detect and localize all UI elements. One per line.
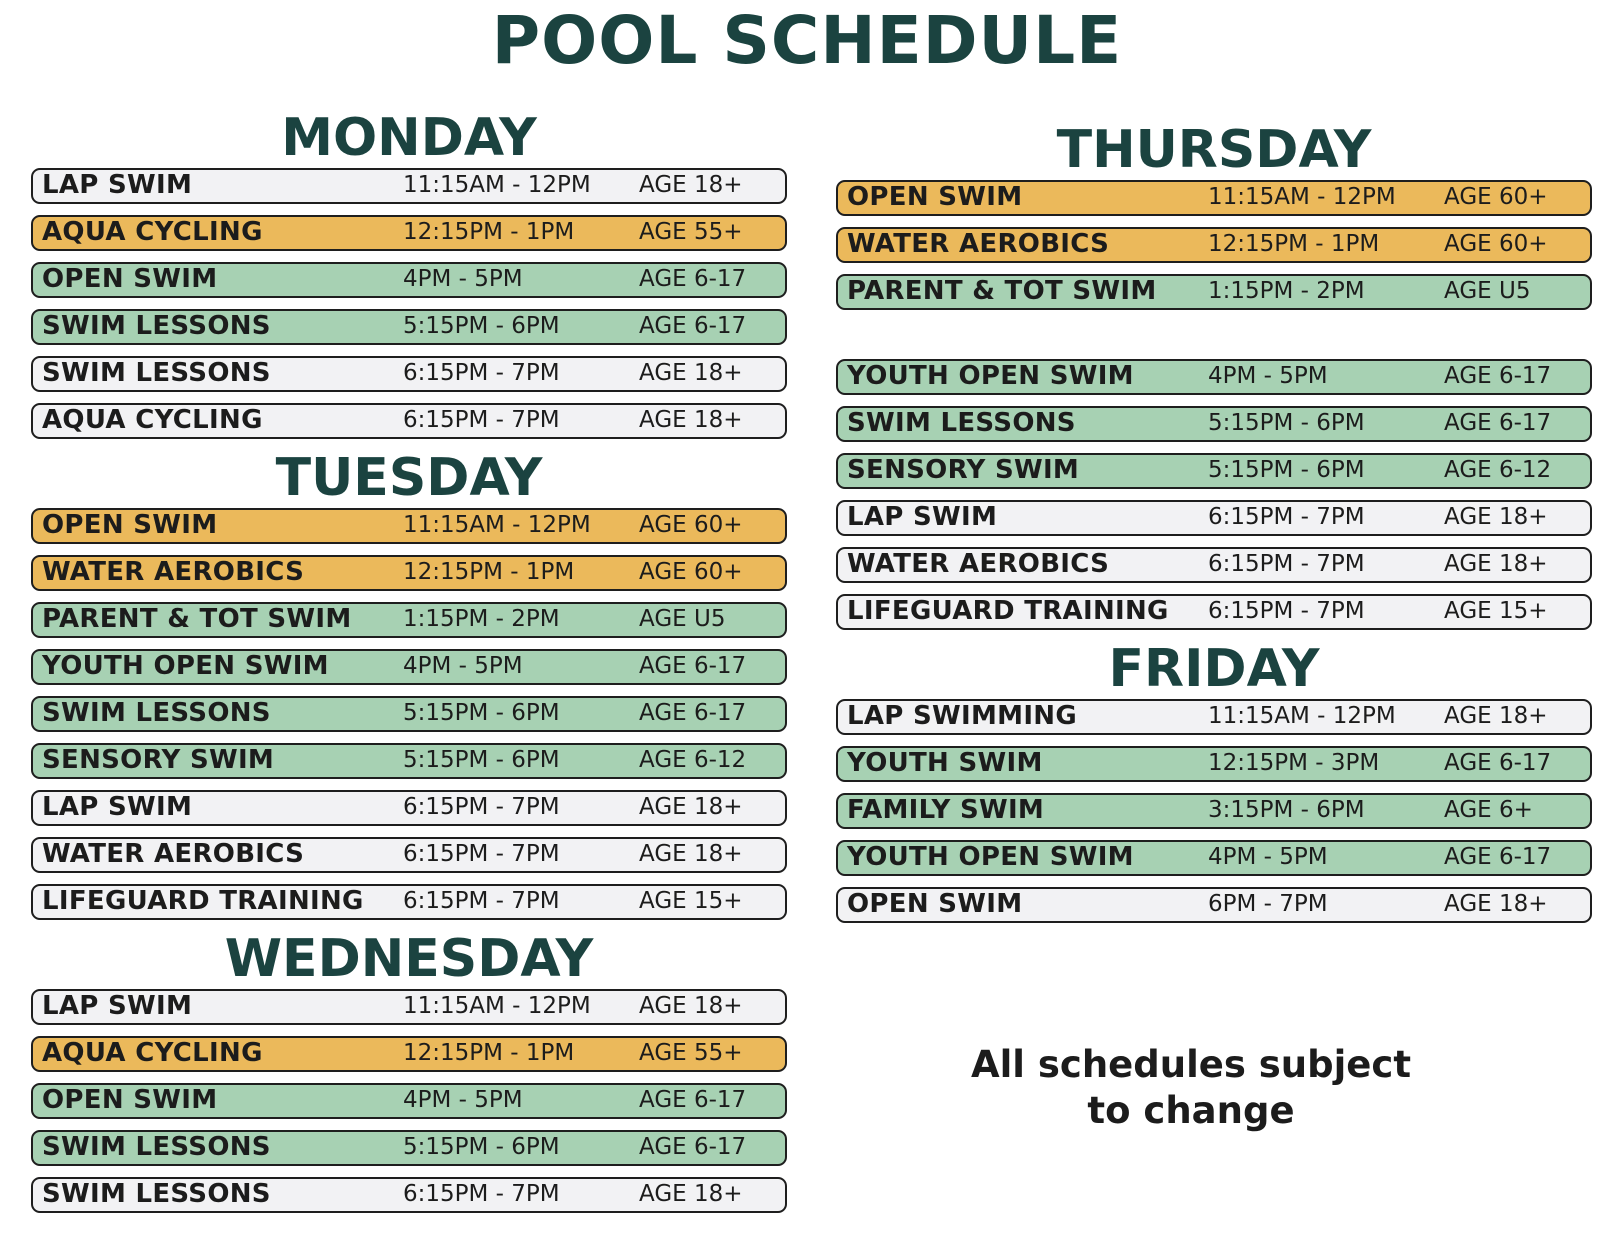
time-range: 6:15PM - 7PM	[403, 360, 560, 386]
age-group: AGE 6-17	[639, 653, 747, 679]
schedule-row	[836, 406, 1592, 442]
age-group: AGE 60+	[1444, 184, 1548, 210]
schedule-note: All schedules subject to change	[970, 1043, 1412, 1132]
activity-name: WATER AEROBICS	[42, 839, 305, 869]
age-group: AGE 18+	[639, 1181, 743, 1207]
wednesday-schedule	[31, 989, 787, 1213]
activity-name: LAP SWIM	[42, 170, 193, 200]
schedule-row	[31, 262, 787, 298]
schedule-row	[31, 1083, 787, 1119]
right-column	[836, 122, 1592, 934]
time-range: 5:15PM - 6PM	[1208, 457, 1365, 483]
age-group: AGE 6-12	[1444, 457, 1552, 483]
activity-name: OPEN SWIM	[42, 264, 218, 294]
schedule-row	[31, 602, 787, 638]
age-group: AGE 6-17	[639, 1134, 747, 1160]
day-title-monday: MONDAY	[281, 108, 537, 168]
schedule-row	[836, 699, 1592, 735]
time-range: 6:15PM - 7PM	[403, 794, 560, 820]
schedule-row	[31, 696, 787, 732]
schedule-row	[31, 309, 787, 345]
activity-name: LAP SWIM	[42, 991, 193, 1021]
schedule-row	[31, 356, 787, 392]
schedule-row	[836, 547, 1592, 583]
age-group: AGE 18+	[639, 841, 743, 867]
age-group: AGE 18+	[1444, 703, 1548, 729]
left-column	[31, 110, 787, 1224]
activity-name: SENSORY SWIM	[847, 455, 1080, 485]
age-group: AGE 18+	[639, 360, 743, 386]
time-range: 11:15AM - 12PM	[403, 172, 591, 198]
activity-name: PARENT & TOT SWIM	[42, 604, 352, 634]
activity-name: LIFEGUARD TRAINING	[847, 596, 1169, 626]
schedule-row	[31, 555, 787, 591]
day-title-thursday: THURSDAY	[1056, 120, 1372, 180]
schedule-row	[31, 1036, 787, 1072]
activity-name: WATER AEROBICS	[42, 557, 305, 587]
time-range: 6:15PM - 7PM	[403, 1181, 560, 1207]
time-range: 6:15PM - 7PM	[403, 407, 560, 433]
schedule-row	[31, 403, 787, 439]
activity-name: AQUA CYCLING	[42, 217, 263, 247]
age-group: AGE 6-12	[639, 747, 747, 773]
age-group: AGE 18+	[1444, 891, 1548, 917]
age-group: AGE 6-17	[639, 700, 747, 726]
activity-name: YOUTH OPEN SWIM	[847, 361, 1134, 391]
schedule-row	[836, 274, 1592, 310]
age-group: AGE 60+	[639, 512, 743, 538]
schedule-row	[31, 837, 787, 873]
age-group: AGE 6+	[1444, 797, 1533, 823]
age-group: AGE 55+	[639, 219, 743, 245]
activity-name: SWIM LESSONS	[42, 358, 271, 388]
time-range: 12:15PM - 3PM	[1208, 750, 1380, 776]
age-group: AGE 60+	[1444, 231, 1548, 257]
activity-name: LIFEGUARD TRAINING	[42, 886, 364, 916]
schedule-row	[31, 743, 787, 779]
activity-name: SWIM LESSONS	[42, 1179, 271, 1209]
day-title-friday: FRIDAY	[1108, 639, 1320, 699]
activity-name: YOUTH OPEN SWIM	[847, 842, 1134, 872]
age-group: AGE 6-17	[639, 266, 747, 292]
time-range: 12:15PM - 1PM	[1208, 231, 1380, 257]
time-range: 6PM - 7PM	[1208, 891, 1328, 917]
monday-schedule	[31, 168, 787, 439]
time-range: 5:15PM - 6PM	[403, 700, 560, 726]
time-range: 11:15AM - 12PM	[403, 993, 591, 1019]
age-group: AGE 55+	[639, 1040, 743, 1066]
tuesday-schedule	[31, 508, 787, 920]
time-range: 6:15PM - 7PM	[403, 841, 560, 867]
time-range: 5:15PM - 6PM	[1208, 410, 1365, 436]
age-group: AGE U5	[1444, 278, 1531, 304]
activity-name: FAMILY SWIM	[847, 795, 1045, 825]
schedule-row	[31, 508, 787, 544]
schedule-row	[31, 1177, 787, 1213]
activity-name: YOUTH SWIM	[847, 748, 1043, 778]
activity-name: AQUA CYCLING	[42, 405, 263, 435]
activity-name: LAP SWIM	[847, 502, 998, 532]
age-group: AGE 18+	[639, 407, 743, 433]
schedule-row	[31, 1130, 787, 1166]
age-group: AGE U5	[639, 606, 726, 632]
schedule-row	[31, 884, 787, 920]
time-range: 5:15PM - 6PM	[403, 1134, 560, 1160]
activity-name: SWIM LESSONS	[42, 1132, 271, 1162]
activity-name: SENSORY SWIM	[42, 745, 275, 775]
age-group: AGE 60+	[639, 559, 743, 585]
activity-name: AQUA CYCLING	[42, 1038, 263, 1068]
schedule-row	[836, 746, 1592, 782]
time-range: 4PM - 5PM	[403, 653, 523, 679]
activity-name: LAP SWIMMING	[847, 701, 1077, 731]
schedule-row	[31, 790, 787, 826]
schedule-row	[836, 594, 1592, 630]
time-range: 12:15PM - 1PM	[403, 219, 575, 245]
schedule-row	[836, 887, 1592, 923]
time-range: 1:15PM - 2PM	[403, 606, 560, 632]
time-range: 4PM - 5PM	[403, 266, 523, 292]
activity-name: OPEN SWIM	[42, 1085, 218, 1115]
thursday-schedule	[836, 180, 1592, 630]
day-title-tuesday: TUESDAY	[275, 448, 543, 508]
time-range: 4PM - 5PM	[1208, 363, 1328, 389]
activity-name: OPEN SWIM	[847, 182, 1023, 212]
time-range: 6:15PM - 7PM	[1208, 551, 1365, 577]
activity-name: LAP SWIM	[42, 792, 193, 822]
age-group: AGE 15+	[1444, 598, 1548, 624]
schedule-row	[836, 793, 1592, 829]
activity-name: SWIM LESSONS	[42, 311, 271, 341]
schedule-row	[31, 989, 787, 1025]
activity-name: WATER AEROBICS	[847, 549, 1110, 579]
friday-schedule	[836, 699, 1592, 923]
activity-name: OPEN SWIM	[42, 510, 218, 540]
time-range: 6:15PM - 7PM	[403, 888, 560, 914]
schedule-row	[836, 227, 1592, 263]
activity-name: YOUTH OPEN SWIM	[42, 651, 329, 681]
age-group: AGE 18+	[1444, 551, 1548, 577]
activity-name: SWIM LESSONS	[847, 408, 1076, 438]
age-group: AGE 6-17	[1444, 844, 1552, 870]
section-gap	[836, 321, 1592, 359]
age-group: AGE 6-17	[1444, 410, 1552, 436]
activity-name: OPEN SWIM	[847, 889, 1023, 919]
schedule-row	[31, 168, 787, 204]
schedule-row	[836, 500, 1592, 536]
schedule-row	[836, 840, 1592, 876]
time-range: 12:15PM - 1PM	[403, 1040, 575, 1066]
time-range: 4PM - 5PM	[1208, 844, 1328, 870]
time-range: 3:15PM - 6PM	[1208, 797, 1365, 823]
schedule-row	[836, 453, 1592, 489]
activity-name: WATER AEROBICS	[847, 229, 1110, 259]
time-range: 12:15PM - 1PM	[403, 559, 575, 585]
age-group: AGE 18+	[1444, 504, 1548, 530]
age-group: AGE 6-17	[1444, 750, 1552, 776]
age-group: AGE 18+	[639, 172, 743, 198]
time-range: 11:15AM - 12PM	[1208, 703, 1396, 729]
age-group: AGE 18+	[639, 794, 743, 820]
age-group: AGE 15+	[639, 888, 743, 914]
age-group: AGE 6-17	[639, 1087, 747, 1113]
time-range: 11:15AM - 12PM	[1208, 184, 1396, 210]
time-range: 6:15PM - 7PM	[1208, 504, 1365, 530]
schedule-row	[31, 649, 787, 685]
time-range: 11:15AM - 12PM	[403, 512, 591, 538]
age-group: AGE 6-17	[1444, 363, 1552, 389]
time-range: 5:15PM - 6PM	[403, 313, 560, 339]
age-group: AGE 18+	[639, 993, 743, 1019]
activity-name: PARENT & TOT SWIM	[847, 276, 1157, 306]
activity-name: SWIM LESSONS	[42, 698, 271, 728]
age-group: AGE 6-17	[639, 313, 747, 339]
time-range: 4PM - 5PM	[403, 1087, 523, 1113]
day-title-wednesday: WEDNESDAY	[224, 929, 594, 989]
page-title: POOL SCHEDULE	[491, 2, 1123, 79]
time-range: 1:15PM - 2PM	[1208, 278, 1365, 304]
schedule-row	[31, 215, 787, 251]
schedule-row	[836, 359, 1592, 395]
schedule-row	[836, 180, 1592, 216]
time-range: 6:15PM - 7PM	[1208, 598, 1365, 624]
time-range: 5:15PM - 6PM	[403, 747, 560, 773]
